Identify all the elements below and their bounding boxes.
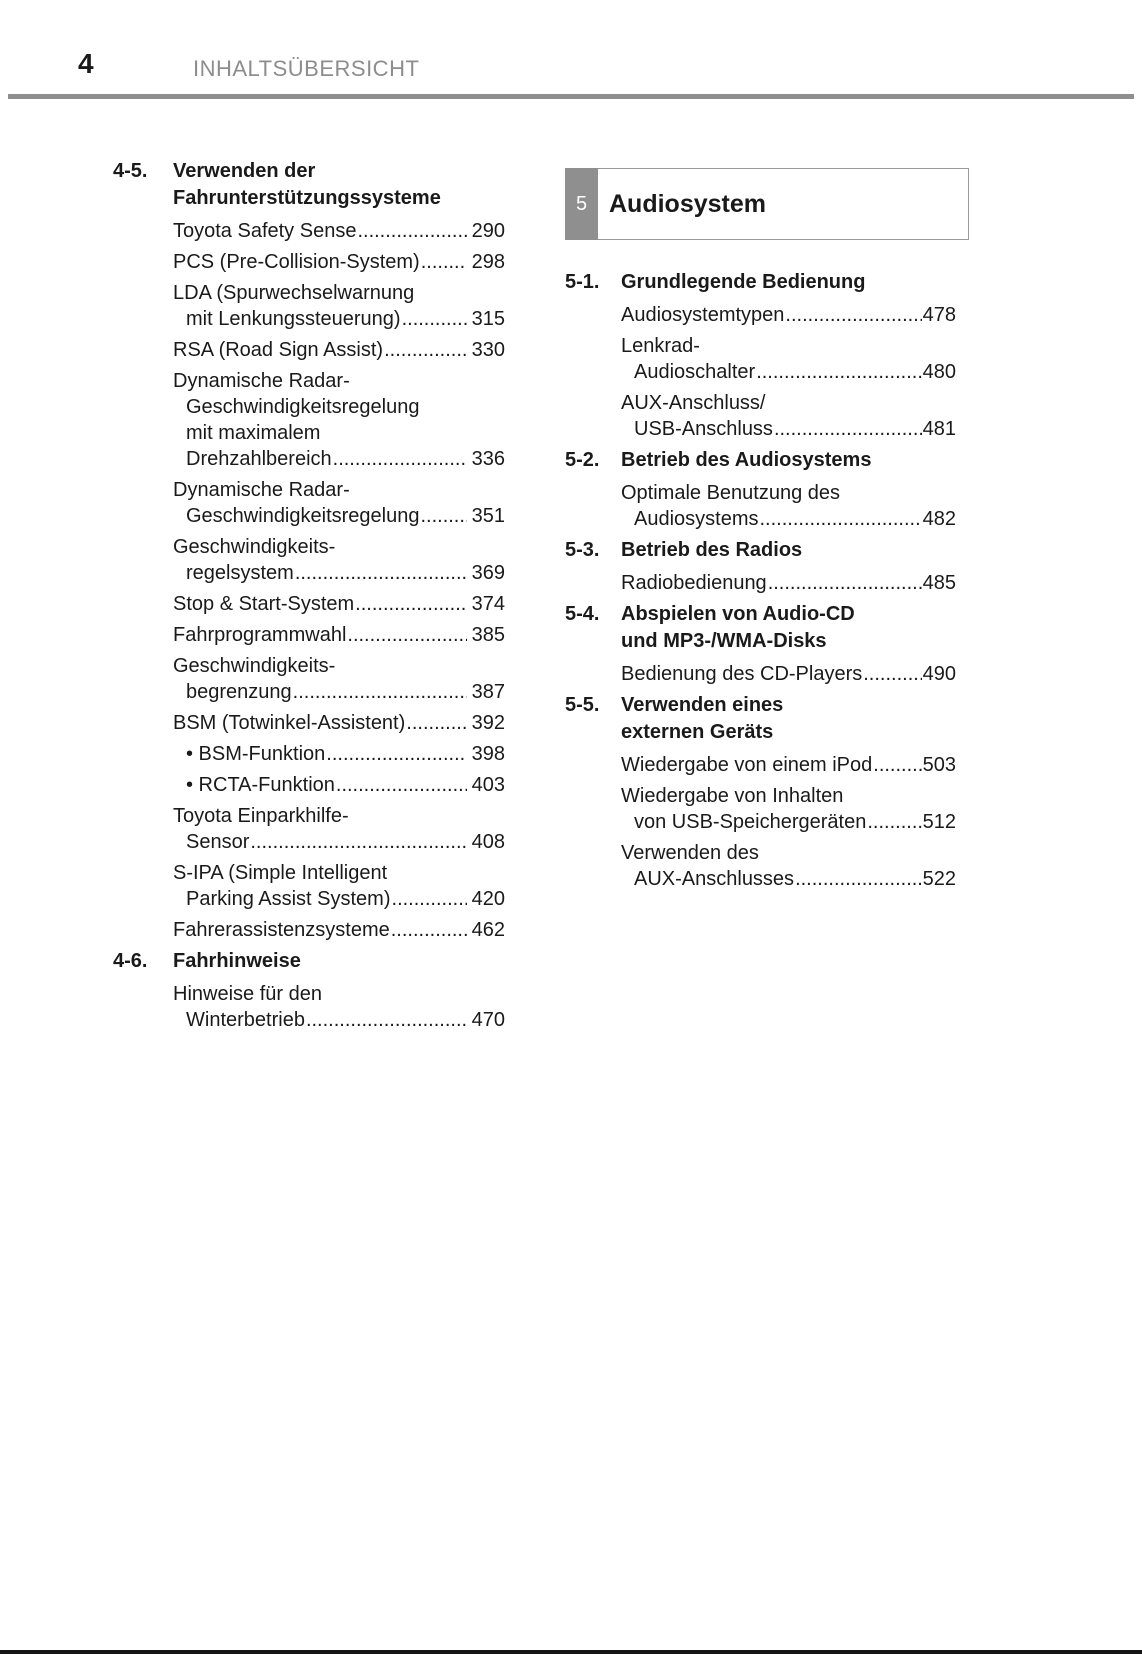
dot-leader	[347, 622, 466, 648]
entry-page-number: 385	[471, 624, 505, 646]
toc-items	[621, 661, 956, 687]
toc-entry-line	[173, 886, 505, 912]
entry-page-number: 387	[471, 681, 505, 703]
entry-text: USB-Anschluss	[634, 418, 773, 440]
toc-entry-line	[621, 506, 956, 532]
toc-entry-line	[173, 249, 505, 275]
section-header	[565, 601, 956, 655]
section-title-line: Verwenden eines	[621, 694, 784, 716]
entry-text: Hinweise für den	[173, 983, 322, 1005]
toc-entry-line	[173, 741, 505, 767]
dot-leader	[873, 752, 921, 778]
entry-page-number: 420	[471, 888, 505, 910]
dot-leader	[785, 302, 921, 328]
entry-text: Dynamische Radar-	[173, 479, 350, 501]
section-header	[565, 537, 956, 564]
entry-page-number: 490	[922, 663, 956, 685]
chapter-banner	[565, 168, 969, 240]
toc-entry-line	[173, 503, 505, 529]
section-number: 5-5.	[565, 694, 600, 716]
entry-text: Sensor	[186, 831, 250, 853]
entry-text: • BSM-Funktion	[186, 743, 326, 765]
entry-text: Dynamische Radar-	[173, 370, 350, 392]
dot-leader	[421, 249, 467, 275]
dot-leader	[250, 829, 466, 855]
section-title-line: Abspielen von Audio-CD	[621, 603, 855, 625]
entry-page-number: 481	[922, 418, 956, 440]
toc-entry-line	[173, 772, 505, 798]
toc-entry	[173, 591, 505, 617]
dot-leader	[795, 866, 922, 892]
section-header	[113, 948, 505, 975]
section-title-line: Betrieb des Audiosystems	[621, 449, 872, 471]
section-title-line: externen Geräts	[621, 721, 774, 743]
section-title	[173, 948, 505, 975]
entry-text: AUX-Anschluss/	[621, 392, 766, 414]
entry-text: Verwenden des	[621, 842, 759, 864]
dot-leader	[333, 446, 467, 472]
toc-entry-line	[173, 710, 505, 736]
entry-page-number: 480	[922, 361, 956, 383]
section-title	[621, 537, 956, 564]
toc-entry	[173, 772, 505, 798]
toc-section	[113, 948, 505, 1033]
entry-page-number: 485	[922, 572, 956, 594]
dot-leader	[774, 416, 922, 442]
entry-text: Winterbetrieb	[186, 1009, 305, 1031]
dot-leader	[295, 560, 467, 586]
dot-leader	[863, 661, 921, 687]
entry-page-number: 522	[922, 868, 956, 890]
section-number: 5-1.	[565, 271, 600, 293]
entry-text: mit maximalem	[186, 422, 321, 444]
toc-entry-line	[173, 917, 505, 943]
section-title	[621, 447, 956, 474]
toc-entry	[173, 622, 505, 648]
toc-entry	[173, 917, 505, 943]
entry-text: Optimale Benutzung des	[621, 482, 841, 504]
chapter-title: Audiosystem	[609, 190, 766, 218]
entry-text: • RCTA-Funktion	[186, 774, 335, 796]
entry-text: Fahrerassistenzsysteme	[173, 919, 390, 941]
dot-leader	[756, 359, 921, 385]
toc-entry-line	[173, 1007, 505, 1033]
toc-entry-line	[173, 534, 505, 560]
section-number: 5-4.	[565, 603, 600, 625]
entry-page-number: 392	[471, 712, 505, 734]
toc-entry-line	[173, 860, 505, 886]
toc-entry	[621, 302, 956, 328]
entry-text: AUX-Anschlusses	[634, 868, 795, 890]
entry-text: Fahrprogrammwahl	[173, 624, 347, 646]
entry-page-number: 408	[471, 831, 505, 853]
header-rule	[8, 94, 1134, 99]
entry-text: RSA (Road Sign Assist)	[173, 339, 384, 361]
dot-leader	[760, 506, 922, 532]
toc-entry-line	[173, 653, 505, 679]
entry-text: regelsystem	[186, 562, 294, 584]
toc-items	[621, 302, 956, 442]
dot-leader	[420, 503, 466, 529]
toc-entry-line	[621, 783, 956, 809]
page-header-title: INHALTSÜBERSICHT	[193, 56, 420, 81]
entry-page-number: 298	[471, 251, 505, 273]
entry-text: Wiedergabe von einem iPod	[621, 754, 873, 776]
toc-entry-line	[621, 416, 956, 442]
section-number: 5-2.	[565, 449, 600, 471]
dot-leader	[357, 218, 466, 244]
toc-entry	[173, 803, 505, 855]
entry-text: Audiosystems	[634, 508, 759, 530]
entry-text: Toyota Einparkhilfe-	[173, 805, 349, 827]
dot-leader	[336, 772, 467, 798]
toc-entry-line	[621, 661, 956, 687]
toc-entry	[621, 752, 956, 778]
dot-leader	[355, 591, 466, 617]
toc-items	[621, 570, 956, 596]
entry-text: Geschwindigkeitsregelung	[186, 505, 420, 527]
entry-page-number: 351	[471, 505, 505, 527]
dot-leader	[402, 306, 467, 332]
toc-entry-line	[173, 420, 505, 446]
section-number: 5-3.	[565, 539, 600, 561]
toc-entry-line	[173, 394, 505, 420]
entry-text: BSM (Totwinkel-Assistent)	[173, 712, 406, 734]
toc-entry-line	[173, 337, 505, 363]
toc-entry-line	[173, 446, 505, 472]
toc-entry	[621, 390, 956, 442]
toc-entry-line	[621, 333, 956, 359]
entry-page-number: 482	[922, 508, 956, 530]
entry-page-number: 478	[922, 304, 956, 326]
toc-items	[621, 752, 956, 892]
entry-text: Bedienung des CD-Players	[621, 663, 863, 685]
entry-text: Wiedergabe von Inhalten	[621, 785, 844, 807]
toc-section	[565, 447, 956, 532]
toc-section	[565, 601, 956, 687]
section-title-line: Fahrhinweise	[173, 950, 301, 972]
toc-items	[173, 981, 505, 1033]
toc-entry	[621, 840, 956, 892]
toc-section	[113, 158, 505, 943]
dot-leader	[306, 1007, 467, 1033]
toc-section	[565, 692, 956, 892]
entry-text: Parking Assist System)	[186, 888, 391, 910]
toc-items	[621, 480, 956, 532]
section-title	[173, 158, 505, 212]
dot-leader	[768, 570, 922, 596]
toc-entry-line	[173, 218, 505, 244]
entry-page-number: 398	[471, 743, 505, 765]
toc-entry-line	[173, 306, 505, 332]
toc-entry	[173, 337, 505, 363]
entry-text: Radiobedienung	[621, 572, 767, 594]
dot-leader	[392, 886, 467, 912]
toc-entry-line	[621, 390, 956, 416]
toc-entry-line	[173, 803, 505, 829]
dot-leader	[326, 741, 466, 767]
toc-left-column	[113, 158, 505, 1038]
section-title-line: Grundlegende Bedienung	[621, 271, 866, 293]
entry-text: Audioschalter	[634, 361, 756, 383]
dot-leader	[406, 710, 466, 736]
toc-entry	[173, 280, 505, 332]
section-header	[113, 158, 505, 212]
toc-entry-line	[173, 622, 505, 648]
toc-entry-line	[173, 591, 505, 617]
toc-entry	[621, 333, 956, 385]
toc-entry	[621, 480, 956, 532]
chapter-number-tile: 5	[565, 168, 598, 240]
dot-leader	[384, 337, 467, 363]
section-number: 4-5.	[113, 160, 148, 182]
toc-entry	[173, 368, 505, 472]
toc-entry-line	[621, 570, 956, 596]
section-title	[621, 692, 956, 746]
entry-text: begrenzung	[186, 681, 292, 703]
page-bottom-edge	[0, 1650, 1142, 1654]
toc-entry-line	[173, 560, 505, 586]
toc-entry	[173, 249, 505, 275]
toc-entry	[621, 783, 956, 835]
entry-page-number: 330	[471, 339, 505, 361]
dot-leader	[391, 917, 467, 943]
toc-right-sections	[565, 269, 969, 892]
entry-page-number: 512	[922, 811, 956, 833]
toc-entry	[173, 860, 505, 912]
dot-leader	[867, 809, 921, 835]
section-number: 4-6.	[113, 950, 148, 972]
section-title-line: Fahrunterstützungssysteme	[173, 187, 441, 209]
toc-entry-line	[173, 829, 505, 855]
toc-entry-line	[173, 981, 505, 1007]
entry-page-number: 374	[471, 593, 505, 615]
toc-entry	[173, 477, 505, 529]
entry-page-number: 290	[471, 220, 505, 242]
section-title-line: Verwenden der	[173, 160, 316, 182]
entry-text: LDA (Spurwechselwarnung	[173, 282, 415, 304]
section-title-line: und MP3-/WMA-Disks	[621, 630, 827, 652]
toc-entry	[173, 534, 505, 586]
page-number: 4	[78, 48, 94, 79]
entry-text: Stop & Start-System	[173, 593, 355, 615]
section-header	[565, 269, 956, 296]
entry-text: Audiosystemtypen	[621, 304, 785, 326]
toc-entry-line	[173, 280, 505, 306]
section-header	[565, 447, 956, 474]
toc-entry	[173, 218, 505, 244]
toc-items	[173, 218, 505, 943]
entry-text: Geschwindigkeits-	[173, 536, 336, 558]
toc-entry-line	[621, 840, 956, 866]
toc-entry-line	[621, 866, 956, 892]
section-title	[621, 601, 956, 655]
toc-entry	[173, 653, 505, 705]
toc-entry-line	[621, 302, 956, 328]
toc-entry-line	[173, 477, 505, 503]
toc-right-column	[565, 168, 969, 897]
toc-entry	[173, 710, 505, 736]
entry-text: Drehzahlbereich	[186, 448, 332, 470]
entry-text: Lenkrad-	[621, 335, 700, 357]
entry-text: mit Lenkungssteuerung)	[186, 308, 401, 330]
entry-page-number: 315	[471, 308, 505, 330]
toc-section	[565, 269, 956, 442]
entry-text: Geschwindigkeits-	[173, 655, 336, 677]
toc-entry	[621, 570, 956, 596]
entry-page-number: 403	[471, 774, 505, 796]
dot-leader	[293, 679, 467, 705]
entry-text: PCS (Pre-Collision-System)	[173, 251, 420, 273]
entry-page-number: 470	[471, 1009, 505, 1031]
entry-text: Toyota Safety Sense	[173, 220, 357, 242]
toc-left-sections	[113, 158, 505, 1033]
toc-entry-line	[173, 679, 505, 705]
section-title-line: Betrieb des Radios	[621, 539, 803, 561]
entry-page-number: 369	[471, 562, 505, 584]
entry-page-number: 462	[471, 919, 505, 941]
toc-entry	[173, 981, 505, 1033]
toc-entry	[173, 741, 505, 767]
toc-entry-line	[621, 752, 956, 778]
toc-entry-line	[621, 480, 956, 506]
entry-page-number: 503	[922, 754, 956, 776]
entry-text: Geschwindigkeitsregelung	[186, 396, 420, 418]
entry-page-number: 336	[471, 448, 505, 470]
entry-text: von USB-Speichergeräten	[634, 811, 867, 833]
section-header	[565, 692, 956, 746]
entry-text: S-IPA (Simple Intelligent	[173, 862, 388, 884]
section-title	[621, 269, 956, 296]
toc-entry-line	[621, 359, 956, 385]
toc-entry-line	[173, 368, 505, 394]
toc-section	[565, 537, 956, 596]
toc-entry-line	[621, 809, 956, 835]
toc-entry	[621, 661, 956, 687]
